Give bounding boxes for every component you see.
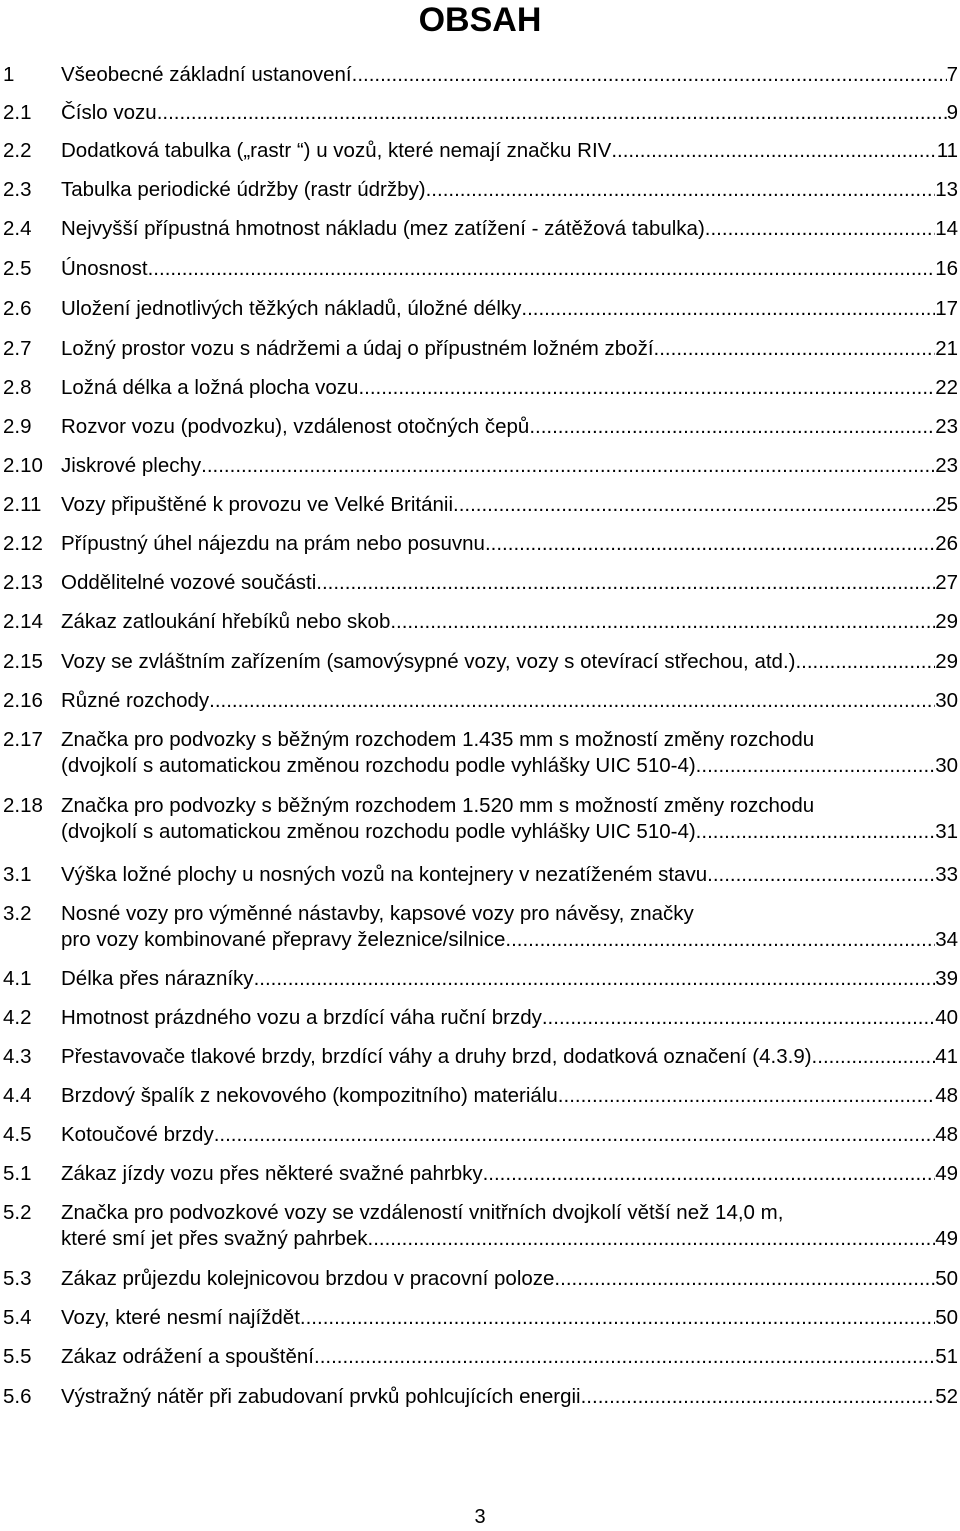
toc-entry-number: 4.4 bbox=[3, 1084, 32, 1107]
toc-entry-number: 4.3 bbox=[3, 1045, 32, 1068]
toc-entry-number: 5.1 bbox=[3, 1162, 32, 1185]
toc-entry-body bbox=[61, 966, 958, 992]
toc-entry[interactable] bbox=[3, 375, 958, 401]
toc-entry-last-line bbox=[61, 177, 958, 203]
toc-entry-title: Hmotnost prázdného vozu a brzdící váha ruční brzdy bbox=[61, 1006, 542, 1029]
toc-entry-last-line bbox=[61, 1044, 958, 1070]
toc-entry-body bbox=[61, 1384, 958, 1410]
toc-entry-body bbox=[61, 570, 958, 596]
toc-entry-body bbox=[61, 62, 958, 88]
toc-entry-page: 48 bbox=[935, 1123, 958, 1146]
dot-leader bbox=[654, 336, 936, 362]
toc-entry[interactable] bbox=[3, 531, 958, 557]
toc-entry-body bbox=[61, 492, 958, 518]
toc-entry-page: 30 bbox=[935, 689, 958, 712]
toc-entry-title: Vozy se zvláštním zařízením (samovýsypné vozy, vozy s otevírací střechou, atd.) bbox=[61, 650, 796, 673]
toc-entry-title: Délka přes nárazníky bbox=[61, 967, 254, 990]
toc-entry[interactable] bbox=[3, 177, 958, 203]
toc-entry-last-line bbox=[61, 1384, 958, 1410]
toc-entry-number: 5.2 bbox=[3, 1201, 32, 1224]
toc-entry-body bbox=[61, 336, 958, 362]
dot-leader bbox=[148, 256, 936, 282]
dot-leader bbox=[201, 453, 935, 479]
toc-entry-title-line: Nosné vozy pro výměnné nástavby, kapsové vozy pro návěsy, značky bbox=[61, 902, 694, 925]
dot-leader bbox=[254, 966, 936, 992]
toc-entry-body bbox=[61, 375, 958, 401]
toc-entry-page: 29 bbox=[935, 650, 958, 673]
toc-entry[interactable] bbox=[3, 1044, 958, 1070]
toc-entry-page: 9 bbox=[946, 101, 958, 124]
toc-entry-page: 39 bbox=[935, 967, 958, 990]
toc-entry-page: 11 bbox=[936, 139, 958, 162]
toc-entry-title: Zákaz odrážení a spouštění bbox=[61, 1345, 314, 1368]
toc-entry-body bbox=[61, 1266, 958, 1292]
dot-leader bbox=[505, 927, 935, 953]
toc-entry-body bbox=[61, 256, 958, 282]
toc-entry-body bbox=[61, 1200, 958, 1252]
toc-entry-page: 31 bbox=[935, 820, 958, 843]
toc-entry-page: 50 bbox=[935, 1267, 958, 1290]
toc-entry-last-line bbox=[61, 609, 958, 635]
toc-entry-last-line bbox=[61, 1122, 958, 1148]
toc-entry[interactable] bbox=[3, 862, 958, 888]
toc-entry-body bbox=[61, 688, 958, 714]
toc-entry-last-line bbox=[61, 1161, 958, 1187]
toc-entry-body bbox=[61, 453, 958, 479]
toc-entry-body bbox=[61, 901, 958, 953]
toc-entry[interactable] bbox=[3, 492, 958, 518]
toc-entry-number: 4.2 bbox=[3, 1006, 32, 1029]
toc-entry-number: 5.4 bbox=[3, 1306, 32, 1329]
dot-leader bbox=[485, 531, 935, 557]
toc-entry-number: 2.15 bbox=[3, 650, 43, 673]
toc-entry-page: 22 bbox=[935, 376, 958, 399]
toc-entry-number: 3.1 bbox=[3, 863, 32, 886]
toc-entry[interactable] bbox=[3, 1344, 958, 1370]
toc-entry-last-line bbox=[61, 1266, 958, 1292]
dot-leader bbox=[696, 819, 936, 845]
toc-entry[interactable] bbox=[3, 1161, 958, 1187]
toc-entry-title: pro vozy kombinované přepravy železnice/silnice bbox=[61, 928, 506, 951]
toc-entry-number: 2.13 bbox=[3, 571, 43, 594]
toc-entry-title: Dodatková tabulka („rastr “) u vozů, které nemají značku RIV bbox=[61, 139, 612, 162]
toc-entry-page: 27 bbox=[935, 571, 958, 594]
toc-entry-number: 5.3 bbox=[3, 1267, 32, 1290]
toc-entry-last-line bbox=[61, 62, 958, 88]
toc-entry-body bbox=[61, 649, 958, 675]
toc-entry-page: 51 bbox=[935, 1345, 958, 1368]
toc-entry-title: Kotoučové brzdy bbox=[61, 1123, 214, 1146]
toc-entry[interactable] bbox=[3, 688, 958, 714]
toc-entry[interactable] bbox=[3, 1122, 958, 1148]
toc-entry-last-line bbox=[61, 753, 958, 779]
toc-entry-body bbox=[61, 100, 958, 126]
toc-entry-number: 2.18 bbox=[3, 794, 43, 817]
dot-leader bbox=[521, 296, 935, 322]
toc-entry-last-line bbox=[61, 100, 958, 126]
toc-entry[interactable] bbox=[3, 336, 958, 362]
toc-entry-last-line bbox=[61, 1226, 958, 1252]
dot-leader bbox=[426, 177, 936, 203]
toc-entry[interactable] bbox=[3, 1200, 958, 1252]
toc-entry-body bbox=[61, 296, 958, 322]
toc-entry[interactable] bbox=[3, 296, 958, 322]
dot-leader bbox=[558, 1083, 935, 1109]
toc-entry-last-line bbox=[61, 966, 958, 992]
toc-entry-page: 23 bbox=[935, 415, 958, 438]
toc-entry[interactable] bbox=[3, 100, 958, 126]
toc-entry-page: 26 bbox=[935, 532, 958, 555]
dot-leader bbox=[209, 688, 935, 714]
toc-entry-number: 2.14 bbox=[3, 610, 43, 633]
toc-entry-last-line bbox=[61, 414, 958, 440]
toc-entry-last-line bbox=[61, 862, 958, 888]
dot-leader bbox=[214, 1122, 935, 1148]
toc-entry-title: Uložení jednotlivých těžkých nákladů, úložné délky bbox=[61, 297, 522, 320]
toc-entry-number: 2.2 bbox=[3, 139, 32, 162]
dot-leader bbox=[352, 62, 947, 88]
toc-entry-body bbox=[61, 216, 958, 242]
toc-entry-body bbox=[61, 1044, 958, 1070]
toc-entry-last-line bbox=[61, 1344, 958, 1370]
toc-entry[interactable] bbox=[3, 793, 958, 845]
dot-leader bbox=[554, 1266, 935, 1292]
toc-entry-last-line bbox=[61, 296, 958, 322]
toc-entry-title: Nejvyšší přípustná hmotnost nákladu (mez zatížení - zátěžová tabulka) bbox=[61, 217, 705, 240]
toc-entry-last-line bbox=[61, 1005, 958, 1031]
toc-entry-title: Výška ložné plochy u nosných vozů na kontejnery v nezatíženém stavu bbox=[61, 863, 708, 886]
toc-entry-title: Únosnost bbox=[61, 257, 148, 280]
toc-entry-page: 16 bbox=[935, 257, 958, 280]
dot-leader bbox=[483, 1161, 936, 1187]
dot-leader bbox=[300, 1305, 935, 1331]
toc-entry-last-line bbox=[61, 138, 958, 164]
toc-entry-number: 2.11 bbox=[3, 493, 42, 516]
dot-leader bbox=[453, 492, 935, 518]
toc-entry[interactable] bbox=[3, 453, 958, 479]
toc-entry[interactable] bbox=[3, 62, 958, 88]
toc-entry-number: 2.5 bbox=[3, 257, 32, 280]
toc-entry-body bbox=[61, 609, 958, 635]
toc-entry-last-line bbox=[61, 375, 958, 401]
toc-entry-title-line: Značka pro podvozky s běžným rozchodem 1.435 mm s možností změny rozchodu bbox=[61, 728, 815, 751]
toc-entry-title: Brzdový špalík z nekovového (kompozitního) materiálu bbox=[61, 1084, 558, 1107]
dot-leader bbox=[581, 1384, 936, 1410]
toc-entry-title: (dvojkolí s automatickou změnou rozchodu podle vyhlášky UIC 510-4) bbox=[61, 754, 696, 777]
page-title: OBSAH bbox=[418, 1, 542, 39]
toc-entry-page: 25 bbox=[935, 493, 958, 516]
toc-entry-last-line bbox=[61, 531, 958, 557]
toc-entry-number: 1 bbox=[3, 63, 15, 86]
toc-entry[interactable] bbox=[3, 966, 958, 992]
toc-entry-number: 3.2 bbox=[3, 902, 32, 925]
toc-entry-title: Všeobecné základní ustanovení bbox=[61, 63, 352, 86]
toc-entry-last-line bbox=[61, 453, 958, 479]
toc-entry[interactable] bbox=[3, 901, 958, 953]
toc-entry-body bbox=[61, 1005, 958, 1031]
toc-entry-page: 50 bbox=[935, 1306, 958, 1329]
toc-entry-title: Přestavovače tlakové brzdy, brzdící váhy a druhy brzd, dodatková označení (4.3.9) bbox=[61, 1045, 812, 1068]
toc-entry[interactable] bbox=[3, 609, 958, 635]
toc-entry-body bbox=[61, 1083, 958, 1109]
toc-entry-last-line bbox=[61, 1083, 958, 1109]
toc-entry[interactable] bbox=[3, 1005, 958, 1031]
toc-entry-body bbox=[61, 793, 958, 845]
toc-entry-number: 2.3 bbox=[3, 178, 32, 201]
toc-entry-title: Vozy, které nesmí najíždět bbox=[61, 1306, 300, 1329]
toc-entry-last-line bbox=[61, 1305, 958, 1331]
dot-leader bbox=[157, 100, 947, 126]
toc-entry-number: 5.6 bbox=[3, 1385, 32, 1408]
toc-entry-page: 14 bbox=[935, 217, 958, 240]
dot-leader bbox=[542, 1005, 935, 1031]
toc-entry-title: (dvojkolí s automatickou změnou rozchodu podle vyhlášky UIC 510-4) bbox=[61, 820, 696, 843]
dot-leader bbox=[696, 753, 936, 779]
toc-entry-title: Výstražný nátěr při zabudovaní prvků pohlcujících energii bbox=[61, 1385, 581, 1408]
toc-entry-body bbox=[61, 1305, 958, 1331]
toc-entry-title-line: Značka pro podvozkové vozy se vzdáleností vnitřních dvojkolí větší než 14,0 m, bbox=[61, 1201, 784, 1224]
toc-entry-title: Různé rozchody bbox=[61, 689, 210, 712]
toc-entry-page: 49 bbox=[935, 1162, 958, 1185]
toc-entry-last-line bbox=[61, 256, 958, 282]
dot-leader bbox=[611, 138, 936, 164]
toc-entry-number: 2.6 bbox=[3, 297, 32, 320]
toc-entry-page: 29 bbox=[935, 610, 958, 633]
toc-entry-title: Zákaz jízdy vozu přes některé svažné pahrbky bbox=[61, 1162, 483, 1185]
toc-entry-last-line bbox=[61, 492, 958, 518]
toc-entry-number: 4.1 bbox=[3, 967, 32, 990]
toc-entry-page: 49 bbox=[935, 1227, 958, 1250]
toc-entry-number: 2.1 bbox=[3, 101, 32, 124]
toc-entry[interactable] bbox=[3, 1384, 958, 1410]
toc-entry-body bbox=[61, 414, 958, 440]
toc-entry-page: 17 bbox=[935, 297, 958, 320]
toc-entry-page: 13 bbox=[935, 178, 958, 201]
toc-entry[interactable] bbox=[3, 216, 958, 242]
toc-entry-title: Ložný prostor vozu s nádržemi a údaj o přípustném ložném zboží bbox=[61, 337, 654, 360]
toc-entry-page: 30 bbox=[935, 754, 958, 777]
toc-entry-body bbox=[61, 1161, 958, 1187]
toc-entry-title: Přípustný úhel nájezdu na prám nebo posuvnu bbox=[61, 532, 485, 555]
dot-leader bbox=[390, 609, 935, 635]
toc-entry-page: 41 bbox=[935, 1045, 958, 1068]
toc-entry-page: 7 bbox=[946, 63, 958, 86]
toc-entry-number: 2.8 bbox=[3, 376, 32, 399]
toc-entry-title: Zákaz průjezdu kolejnicovou brzdou v pracovní poloze bbox=[61, 1267, 555, 1290]
toc-entry-body bbox=[61, 531, 958, 557]
toc-entry-number: 2.10 bbox=[3, 454, 43, 477]
toc-entry-last-line bbox=[61, 649, 958, 675]
dot-leader bbox=[358, 375, 935, 401]
toc-entry-title: Zákaz zatloukání hřebíků nebo skob bbox=[61, 610, 391, 633]
toc-entry-body bbox=[61, 1122, 958, 1148]
toc-entry[interactable] bbox=[3, 727, 958, 779]
toc-entry-page: 33 bbox=[935, 863, 958, 886]
toc-entry-last-line bbox=[61, 216, 958, 242]
toc-entry-body bbox=[61, 177, 958, 203]
toc-entry-page: 34 bbox=[935, 928, 958, 951]
toc-entry-number: 4.5 bbox=[3, 1123, 32, 1146]
toc-entry-number: 5.5 bbox=[3, 1345, 32, 1368]
toc-entry[interactable] bbox=[3, 1083, 958, 1109]
dot-leader bbox=[812, 1044, 936, 1070]
toc-entry[interactable] bbox=[3, 649, 958, 675]
dot-leader bbox=[707, 862, 935, 888]
dot-leader bbox=[795, 649, 935, 675]
toc-entry-number: 2.17 bbox=[3, 728, 43, 751]
toc-entry-number: 2.16 bbox=[3, 689, 43, 712]
toc-entry[interactable] bbox=[3, 1266, 958, 1292]
dot-leader bbox=[529, 414, 935, 440]
toc-entry[interactable] bbox=[3, 570, 958, 596]
toc-entry-title: Číslo vozu bbox=[61, 101, 157, 124]
toc-entry-title: Vozy připuštěné k provozu ve Velké Británii bbox=[61, 493, 453, 516]
toc-entry[interactable] bbox=[3, 256, 958, 282]
toc-entry-page: 52 bbox=[935, 1385, 958, 1408]
toc-entry-number: 2.4 bbox=[3, 217, 32, 240]
toc-entry-title-line: Značka pro podvozky s běžným rozchodem 1.520 mm s možností změny rozchodu bbox=[61, 794, 815, 817]
dot-leader bbox=[314, 1344, 935, 1370]
toc-entry-page: 21 bbox=[935, 337, 958, 360]
toc-entry-title: Ložná délka a ložná plocha vozu bbox=[61, 376, 359, 399]
toc-entry-last-line bbox=[61, 688, 958, 714]
toc-entry-title: které smí jet přes svažný pahrbek bbox=[61, 1227, 368, 1250]
dot-leader bbox=[705, 216, 935, 242]
toc-entry-title: Oddělitelné vozové součásti bbox=[61, 571, 317, 594]
toc-entry-body bbox=[61, 1344, 958, 1370]
dot-leader bbox=[316, 570, 935, 596]
dot-leader bbox=[368, 1226, 936, 1252]
toc-entry-body bbox=[61, 138, 958, 164]
toc-entry-body bbox=[61, 862, 958, 888]
toc-entry-number: 2.12 bbox=[3, 532, 43, 555]
toc-entry-last-line bbox=[61, 570, 958, 596]
toc-entry-last-line bbox=[61, 819, 958, 845]
toc-entry[interactable] bbox=[3, 138, 958, 164]
toc-entry-number: 2.9 bbox=[3, 415, 32, 438]
toc-entry-title: Rozvor vozu (podvozku), vzdálenost otočných čepů bbox=[61, 415, 530, 438]
toc-entry-number: 2.7 bbox=[3, 337, 32, 360]
toc-entry-page: 48 bbox=[935, 1084, 958, 1107]
toc-entry-last-line bbox=[61, 927, 958, 953]
toc-entry-title: Jiskrové plechy bbox=[61, 454, 202, 477]
toc-entry-title: Tabulka periodické údržby (rastr údržby) bbox=[61, 178, 426, 201]
toc-entry-page: 40 bbox=[935, 1006, 958, 1029]
toc-entry-page: 23 bbox=[935, 454, 958, 477]
toc-entry-body bbox=[61, 727, 958, 779]
toc-entry[interactable] bbox=[3, 414, 958, 440]
toc-entry[interactable] bbox=[3, 1305, 958, 1331]
page-number: 3 bbox=[474, 1506, 486, 1528]
toc-entry-last-line bbox=[61, 336, 958, 362]
